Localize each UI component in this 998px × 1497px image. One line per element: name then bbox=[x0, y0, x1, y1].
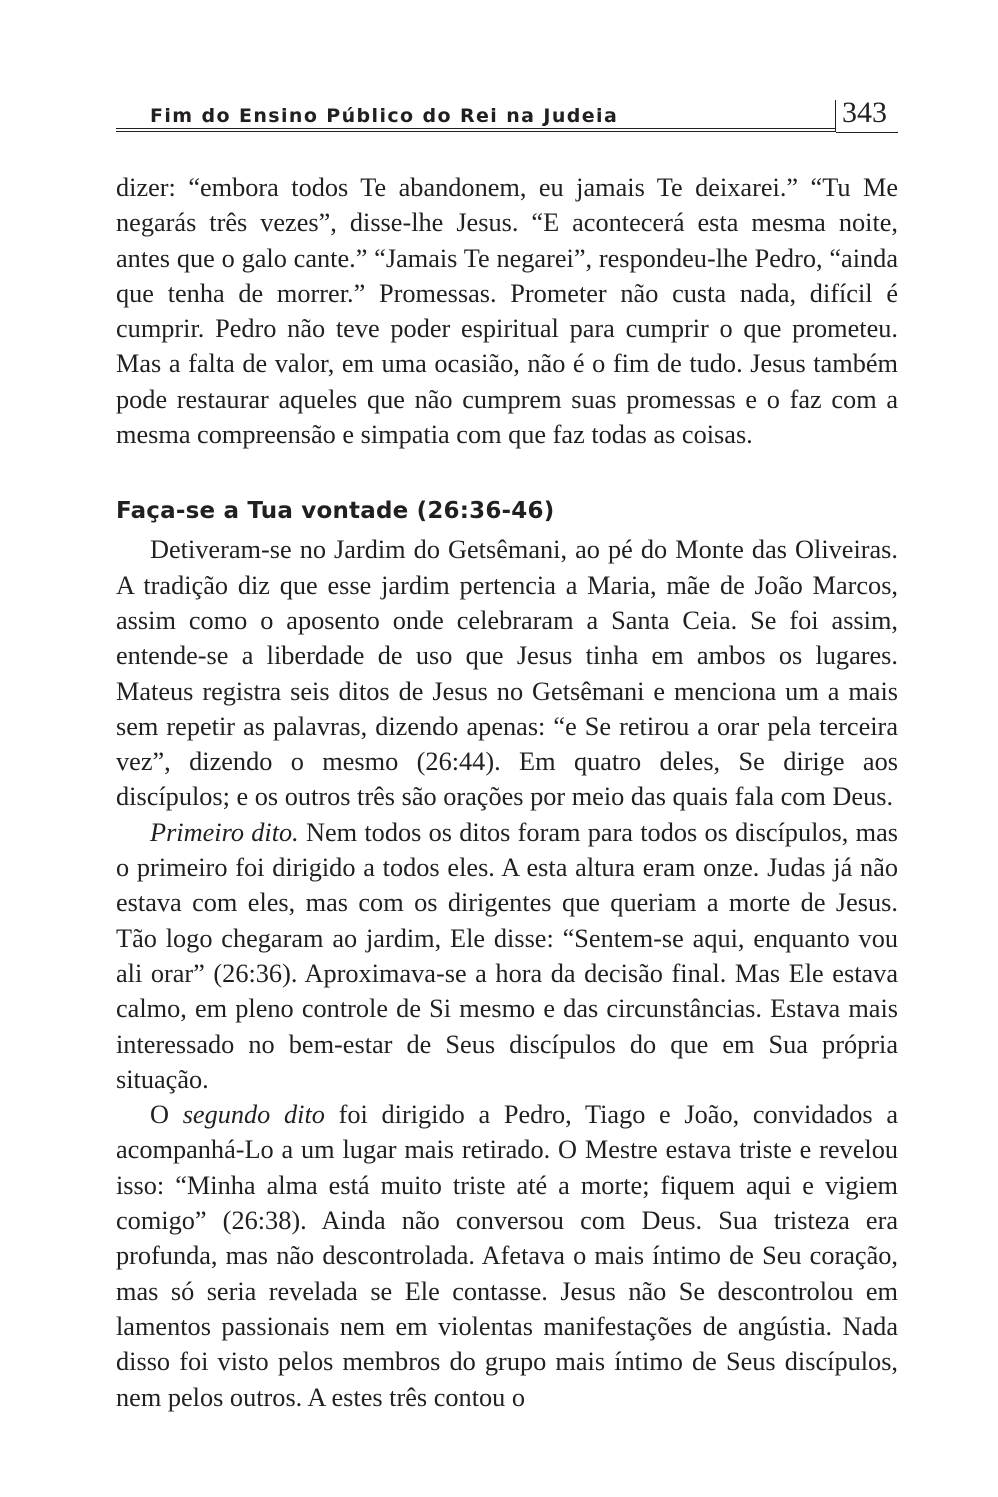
page-number: 343 bbox=[842, 96, 887, 129]
paragraph-first-saying bbox=[116, 815, 898, 1097]
running-title: Fim do Ensino Público do Rei na Judeia bbox=[150, 105, 619, 127]
header-rule-bottom bbox=[116, 131, 836, 132]
page-number-rule bbox=[836, 132, 898, 133]
second-saying-lead: O bbox=[150, 1100, 183, 1130]
paragraph-gethsemane: Detiveram-se no Jardim do Getsêmani, ao pé do Monte das Oliveiras. A tradição diz que esse jardim pertencia a Maria, mãe de João Marcos, assim como o aposento onde celebraram a Santa Ceia. Se foi assim, entende-se a liberdade de uso que Jesus tinha em ambos os lugares. Mateus registra seis ditos de Jesus no Getsêmani e menciona um a mais sem repetir as palavras, dizendo apenas: “e Se retirou a orar pela terceira vez”, dizendo o mesmo (26:44). Em quatro deles, Se dirige aos discípulos; e os outros três são orações por meio das quais fala com Deus. bbox=[116, 535, 898, 812]
paragraph-second-saying bbox=[116, 1097, 898, 1415]
section-heading: Faça-se a Tua vontade (26:36-46) bbox=[116, 498, 555, 525]
second-saying-label: segundo dito bbox=[182, 1100, 325, 1130]
continuation-paragraph: dizer: “embora todos Te abandonem, eu jamais Te deixarei.” “Tu Me negarás três vezes”, disse-lhe Jesus. “E acontecerá esta mesma noite, antes que o galo cante.” “Jamais Te negarei”, respondeu-lhe Pedro, “ainda que tenha de morrer.” Promessas. Prometer não custa nada, difícil é cumprir. Pedro não teve poder espiritual para cumprir o que prometeu. Mas a falta de valor, em uma ocasião, não é o fim de tudo. Jesus também pode restaurar aqueles que não cumprem suas promessas e o faz com a mesma compreensão e simpatia com que faz todas as coisas. bbox=[116, 173, 898, 450]
first-saying-label: Primeiro dito. bbox=[150, 817, 299, 847]
header-rule-top bbox=[116, 128, 836, 129]
page-body bbox=[116, 170, 898, 1415]
second-saying-text: foi dirigido a Pedro, Tiago e João, convidados a acompanhá-Lo a um lugar mais retirado. O Mestre estava triste e revelou isso: “Minha alma está muito triste até a morte; fiquem aqui e vigiem comigo” (26:38). Ainda não conversou com Deus. Sua tristeza era profunda, mas não descontrolada. Afetava o mais íntimo de Seu coração, mas só seria revelada se Ele contasse. Jesus não Se descontrolou em lamentos passionais nem em violentas manifestações de angústia. Nada disso foi visto pelos membros do grupo mais íntimo de Seus discípulos, nem pelos outros. A estes três contou o bbox=[116, 1100, 898, 1412]
first-saying-text: Nem todos os ditos foram para todos os discípulos, mas o primeiro foi dirigido a todos eles. A esta altura eram onze. Judas já não estava com eles, mas com os dirigentes que queriam a morte de Jesus. Tão logo chegaram ao jardim, Ele disse: “Sentem-se aqui, enquanto vou ali orar” (26:36). Aproximava-se a hora da decisão final. Mas Ele estava calmo, em pleno controle de Si mesmo e das circunstâncias. Estava mais interessado no bem-estar de Seus discípulos do que em Sua própria situação. bbox=[116, 817, 898, 1094]
header-rule-vertical bbox=[835, 100, 836, 132]
running-head bbox=[116, 96, 898, 136]
